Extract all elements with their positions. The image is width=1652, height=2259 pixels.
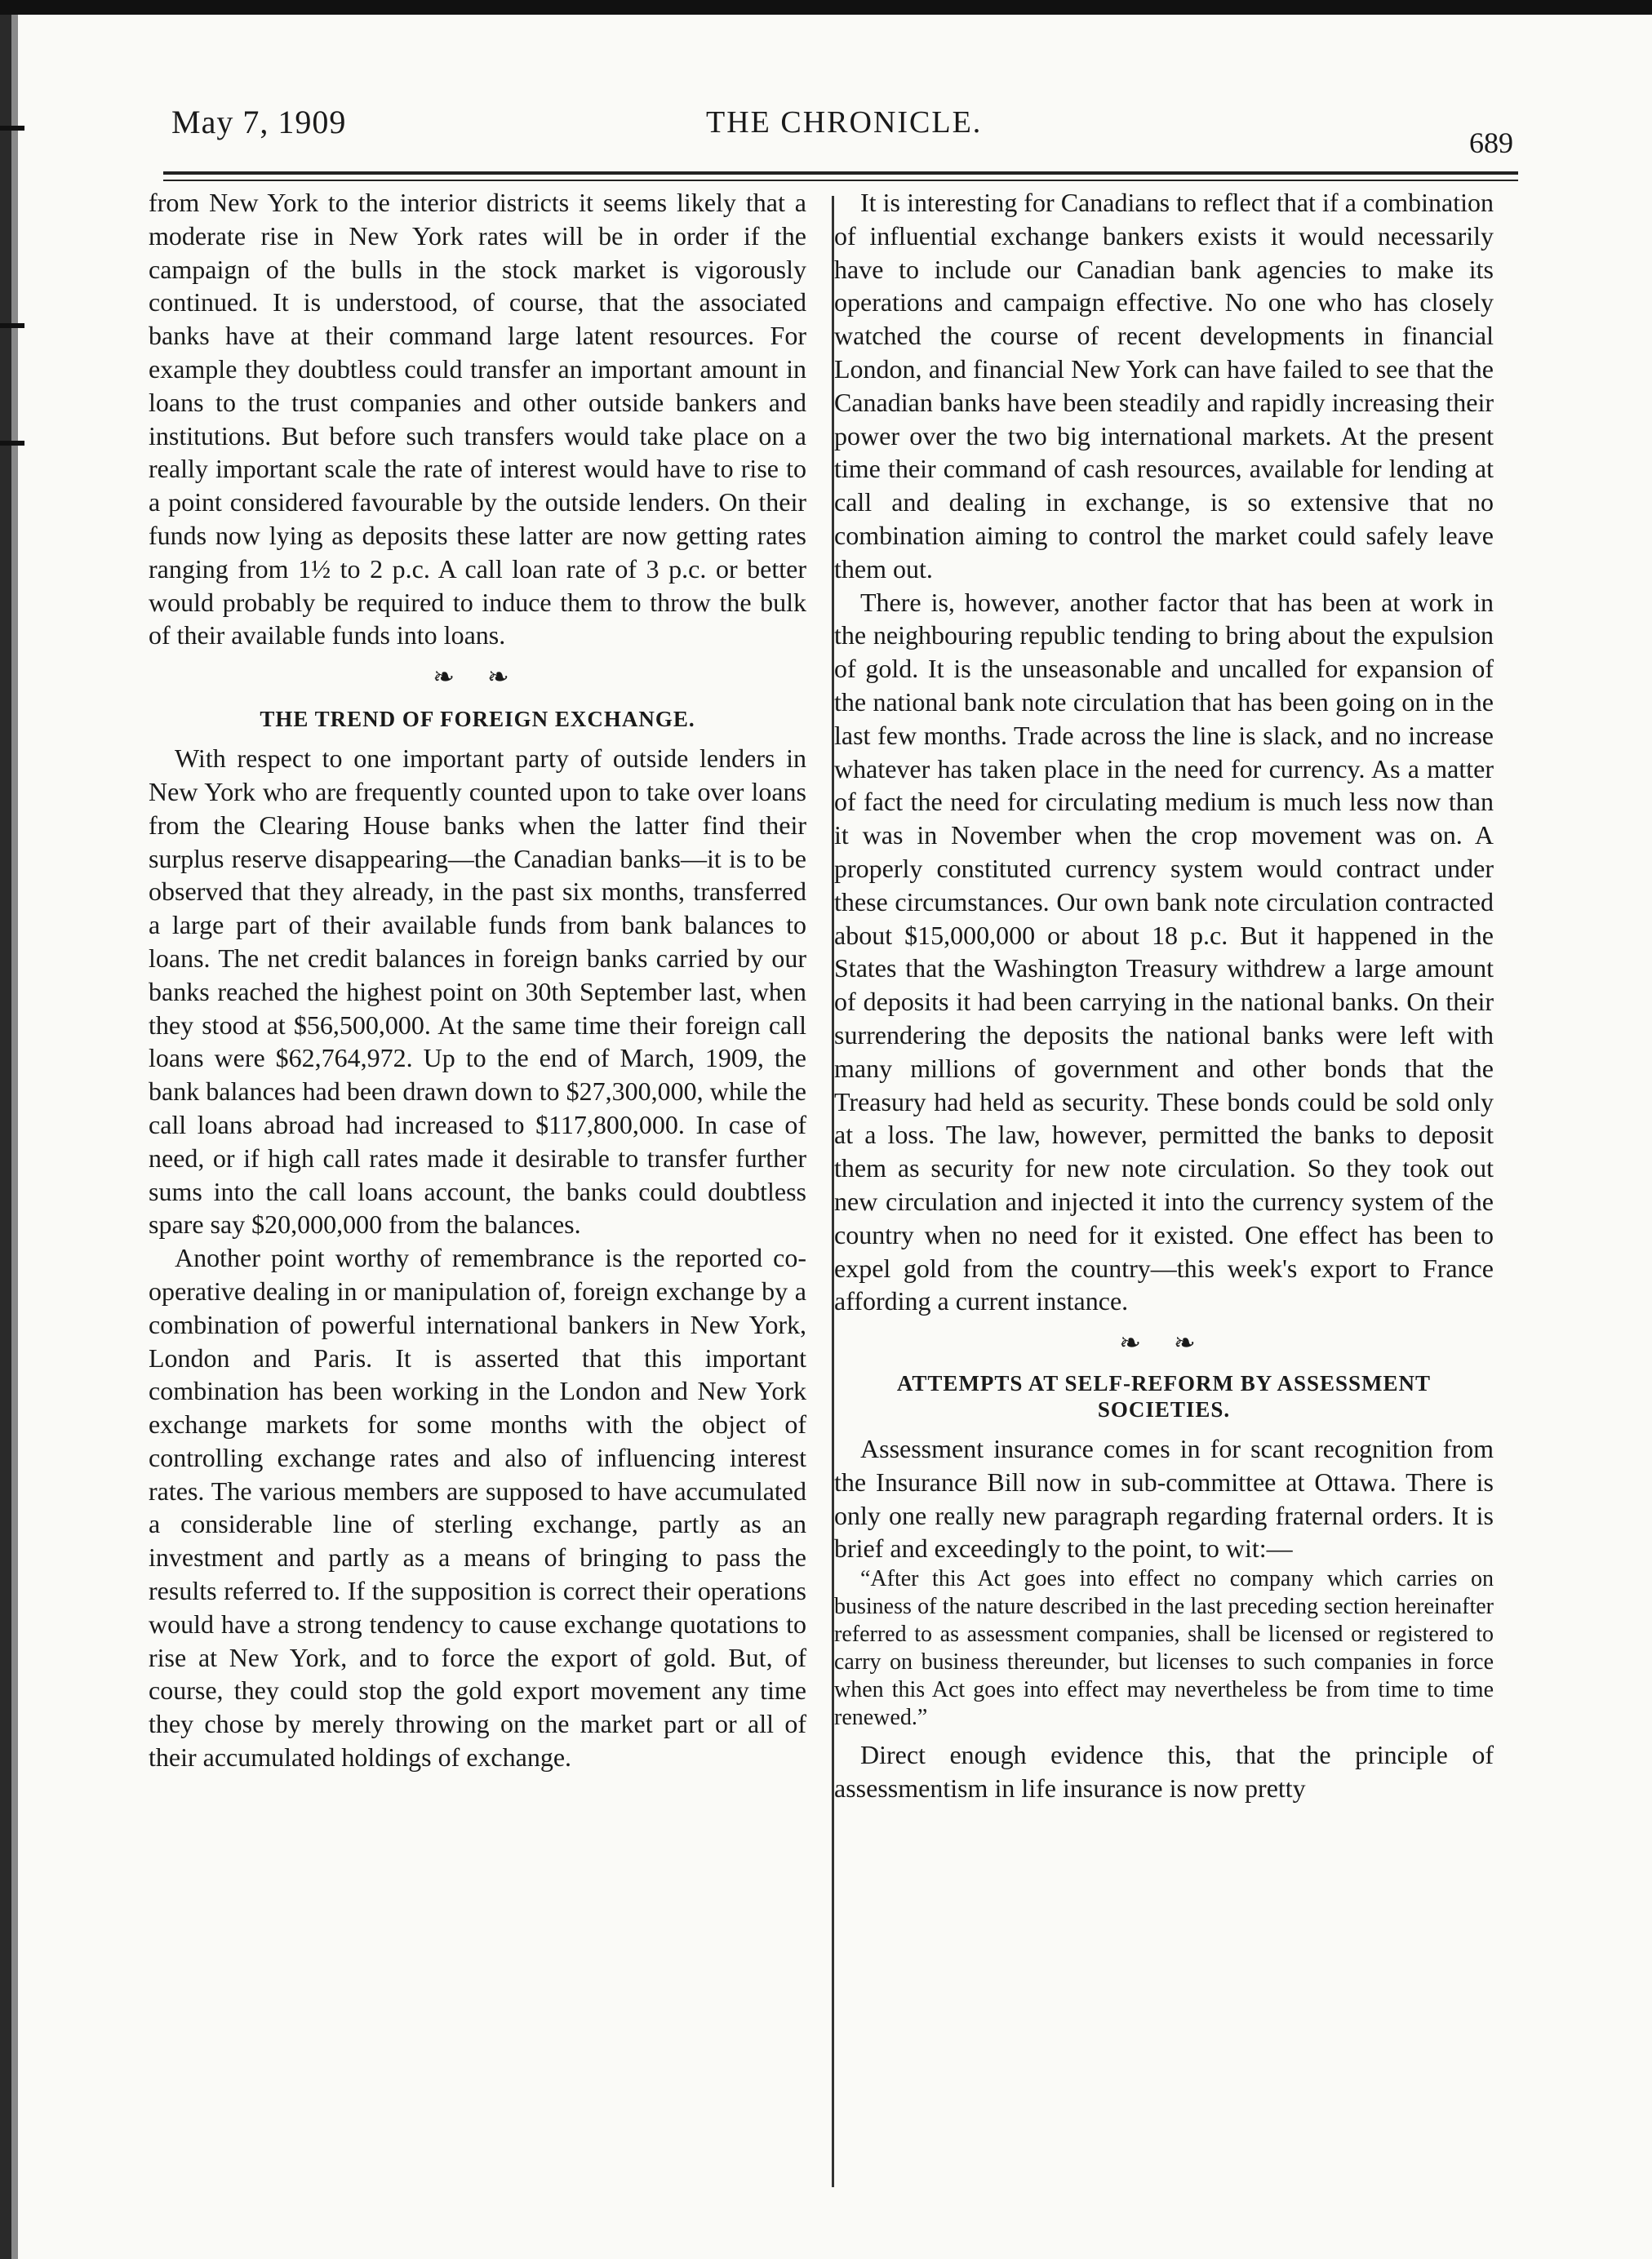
article-paragraph: Direct enough evidence this, that the principle of assessmentism in life insurance is now pretty — [834, 1740, 1494, 1804]
article-paragraph: Another point worthy of remembrance is the reported co-operative dealing in or manipulation of, foreign exchange by a combination of powerful international bankers in New York, London and Paris. It is asserted that this important combination has been working in the London and New York exchange markets for some months with the object of controlling exchange rates and also of influencing interest rates. The various members are supposed to have accumulated a considerable line of sterling exchange, partly as an investment and partly as a means of bringing to pass the results referred to. If the supposition is correct their operations would have a strong tendency to cause exchange quotations to rise at New York, and to force the export of gold. But, of course, they could stop the gold export movement any time they chose by merely throwing on the market part or all of their accumulated holdings of exchange. — [149, 1243, 806, 1773]
left-column — [149, 186, 806, 1774]
article-paragraph: It is interesting for Canadians to reflect that if a combination of influential exchange bankers exists it would necessarily have to include our Canadian bank agencies to make its operations and campaign effective. No one who has closely watched the course of recent developments in financial London, and financial New York can have failed to see that the Canadian banks have been steadily and rapidly increasing their power over the two big international markets. At the present time their command of cash resources, available for lending at call and dealing in exchange, is so extensive that no combination aiming to control the market could safely leave them out. — [834, 188, 1494, 584]
section-ornament: ❧ ❧ — [433, 662, 522, 692]
scan-binding-edge — [0, 15, 11, 2259]
binding-mark — [0, 441, 24, 446]
right-column — [834, 186, 1494, 1805]
scan-top-edge — [0, 0, 1652, 15]
scan-binding-shadow — [11, 15, 18, 2259]
header-rule — [163, 171, 1518, 175]
article-paragraph: With respect to one important party of outside lenders in New York who are frequently counted upon to take over loans from the Clearing House banks when the latter find their surplus reserve disappearing—the Canadian banks—it is to be observed that they already, in the past six months, transferred a large part of their available funds from bank balances to loans. The net credit balances in foreign banks carried by our banks reached the highest point on 30th September last, when they stood at $56,500,000. At the same time their foreign call loans were $62,764,972. Up to the end of March, 1909, the bank balances had been drawn down to $27,300,000, while the call loans abroad had increased to $117,800,000. In case of need, or if high call rates made it desirable to transfer further sums into the call loans account, the banks could doubtless spare say $20,000,000 from the balances. — [149, 743, 806, 1240]
continued-paragraph: from New York to the interior districts it seems likely that a moderate rise in New York rates will be in order if the campaign of the bulls in the stock market is vigorously continued. It is understood, of course, that the associated banks have at their command large latent resources. For example they doubtless could transfer an important amount in loans to the trust companies and other outside bankers and institutions. But before such transfers would take place on a really important scale the rate of interest would have to rise to a point considered favourable by the outside lenders. On their funds now lying as deposits these latter are now getting rates ranging from 1½ to 2 p.c. A call loan rate of 3 p.c. or better would probably be required to induce them to throw the bulk of their available funds into loans. — [149, 188, 806, 650]
page-number: 689 — [1469, 126, 1513, 159]
binding-mark — [0, 126, 24, 131]
article-paragraph: Assessment insurance comes in for scant recognition from the Insurance Bill now in sub-committee at Ottawa. There is only one really new paragraph regarding fraternal orders. It is brief and exceedingly to the point, to wit:— — [834, 1434, 1494, 1564]
quote-paragraph: “After this Act goes into effect no company which carries on business of the nature described in the last preceding section hereinafter referred to as assessment companies, shall be licensed or registered to carry on business thereunder, but licenses to such companies in force when this Act goes into effect may nevertheless be from time to time renewed.” — [834, 1566, 1494, 1731]
quoted-act-text — [834, 1565, 1494, 1732]
header-rule-thin — [163, 180, 1518, 181]
section-ornament: ❧ ❧ — [1119, 1328, 1209, 1358]
issue-date: May 7, 1909 — [171, 104, 347, 140]
page-header — [171, 103, 1513, 159]
publication-title: THE CHRONICLE. — [706, 105, 983, 140]
article-paragraph: There is, however, another factor that has been at work in the neighbouring republic tending to bring about the expulsion of gold. It is the unseasonable and uncalled for expansion of the national bank note circulation that has been going on in the last few months. Trade across the line is slack, and no increase whatever has taken place in the need for currency. As a matter of fact the need for circulating medium is much less now than it was in November when the crop movement was on. A properly constituted currency system would contract under these circumstances. Our own bank note circulation contracted about $15,000,000 or about 18 p.c. But it happened in the States that the Washington Treasury withdrew a large amount of deposits it had been carrying in the national banks. On their surrendering the deposits the national banks were left with many millions of government and other bonds that the Treasury had held as security. These bonds could be sold only at a loss. The law, however, permitted the banks to deposit them as security for new note circulation. So they took out new circulation and injected it into the currency system of the country when no need for it existed. One effect has been to expel gold from the country—this week's export to France affording a current instance. — [834, 587, 1494, 1316]
section-heading: ATTEMPTS AT SELF-REFORM BY ASSESSMENT SOCIETIES. — [896, 1371, 1432, 1422]
section-heading: THE TREND OF FOREIGN EXCHANGE. — [260, 707, 695, 732]
binding-mark — [0, 323, 24, 328]
